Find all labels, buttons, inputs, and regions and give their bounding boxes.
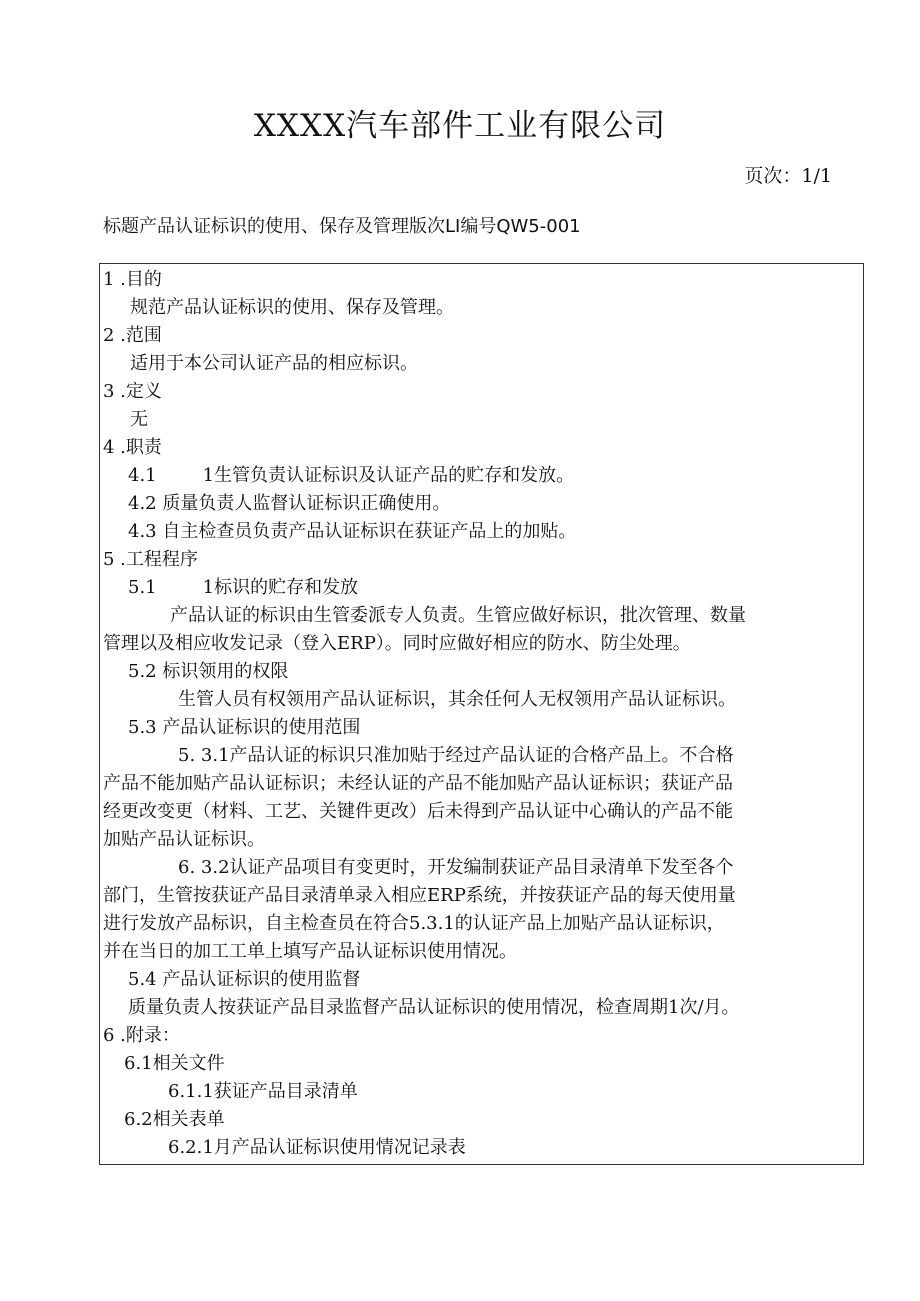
item-5-1-number: 5.1 [128,577,157,598]
section-3-heading: 3 .定义 [103,381,162,402]
item-4-1-number: 4.1 [128,465,157,486]
section-4-heading: 4 .职责 [103,437,162,458]
item-6-2: 6.2相关表单 [124,1109,225,1130]
section-1-text: 规范产品认证标识的使用、保存及管理。 [130,297,454,318]
item-5-3: 5.3 产品认证标识的使用范围 [128,717,361,738]
item-4-2: 4.2 质量负责人监督认证标识正确使用。 [128,493,451,514]
section-2-text: 适用于本公司认证产品的相应标识。 [130,353,418,374]
section-3-text: 无 [130,409,148,430]
item-5-4: 5.4 产品认证标识的使用监督 [128,969,361,990]
item-6-3-2-line-1: 6. 3.2认证产品项目有变更时，开发编制获证产品目录清单下发至各个 [178,857,734,878]
section-5-heading: 5 .工程程序 [103,549,198,570]
section-1-heading: 1 .目的 [103,269,162,290]
item-6-2-1: 6.2.1月产品认证标识使用情况记录表 [168,1137,466,1158]
item-5-3-1-line-4: 加贴产品认证标识。 [103,829,265,850]
item-5-1-text: 1标识的贮存和发放 [202,577,359,598]
procedure-content-box [99,263,864,1165]
company-title: XXXX汽车部件工业有限公司 [253,108,667,144]
item-6-3-2-line-3: 进行发放产品标识，自主检查员在符合5.3.1的认证产品上加贴产品认证标识， [103,913,725,934]
item-4-3: 4.3 自主检查员负责产品认证标识在获证产品上的加贴。 [128,521,577,542]
item-6-1: 6.1相关文件 [124,1053,225,1074]
item-5-1-paragraph-line-2: 管理以及相应收发记录（登入ERP）。同时应做好相应的防水、防尘处理。 [103,633,691,654]
page-number: 页次：1/1 [744,165,832,187]
item-4-1 [128,462,574,490]
item-5-4-paragraph: 质量负责人按获证产品目录监督产品认证标识的使用情况，检查周期1次/月。 [128,997,740,1018]
item-5-1 [128,574,358,602]
item-5-3-1-line-2: 产品不能加贴产品认证标识；未经认证的产品不能加贴产品认证标识；获证产品 [103,773,733,794]
item-5-3-1-line-3: 经更改变更（材料、工艺、关键件更改）后未得到产品认证中心确认的产品不能 [103,801,733,822]
section-6-heading: 6 .附录： [103,1025,180,1046]
item-5-2: 5.2 标识领用的权限 [128,661,289,682]
item-4-1-text: 1生管负责认证标识及认证产品的贮存和发放。 [202,465,575,486]
item-5-3-1-line-1: 5. 3.1产品认证的标识只准加贴于经过产品认证的合格产品上。不合格 [178,745,734,766]
item-5-2-paragraph: 生管人员有权领用产品认证标识，其余任何人无权领用产品认证标识。 [178,689,736,710]
section-2-heading: 2 .范围 [103,325,162,346]
item-5-1-paragraph-line-1: 产品认证的标识由生管委派专人负责。生管应做好标识，批次管理、数量 [170,605,746,626]
item-6-1-1: 6.1.1获证产品目录清单 [168,1081,358,1102]
item-6-3-2-line-4: 并在当日的加工工单上填写产品认证标识使用情况。 [103,941,517,962]
item-6-3-2-line-2: 部门，生管按获证产品目录清单录入相应ERP系统，并按获证产品的每天使用量 [103,885,736,906]
document-meta-line: 标题产品认证标识的使用、保存及管理版次LI编号QW5-001 [103,216,581,237]
